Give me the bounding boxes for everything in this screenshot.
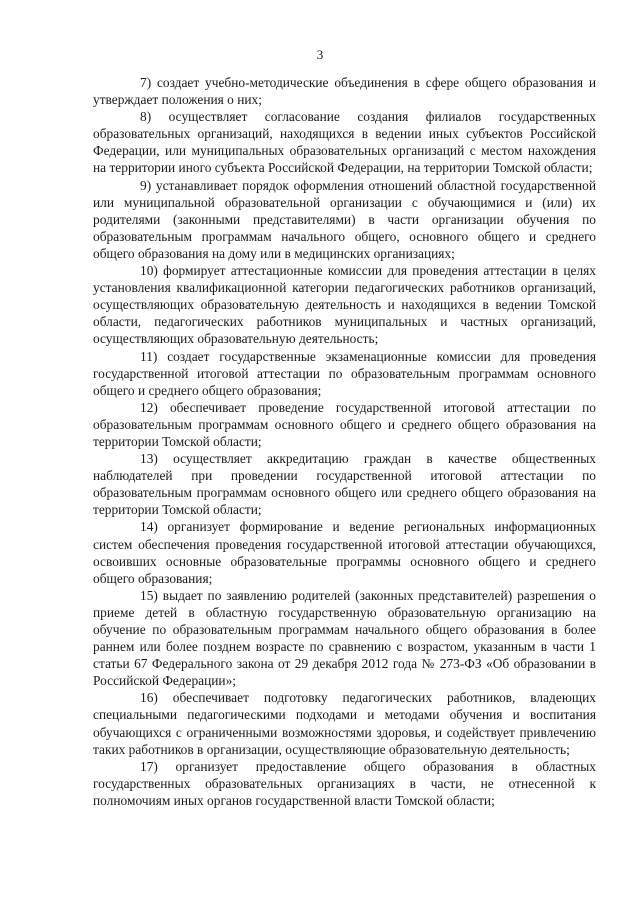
- list-item-16: 16) обеспечивает подготовку педагогических работников, владеющих специальными педагогическими подходами и методами обучения и воспитания обучающихся с ограниченными возможностями здоровья, и содействует привлечению таких работников в организации, осуществляющие образовательную деятельность;: [93, 690, 596, 757]
- list-item-15: 15) выдает по заявлению родителей (законных представителей) разрешения о приеме детей в областную государственную образовательную организацию на обучение по образовательным программам начального общего образования в более раннем или более позднем возрасте по сравнению с возрастом, указанным в части 1 статьи 67 Федерального закона от 29 декабря 2012 года № 273-ФЗ «Об образовании в Российской Федерации»;: [93, 587, 596, 689]
- document-body: [93, 74, 596, 809]
- list-item-8: 8) осуществляет согласование создания филиалов государственных образовательных организаций, находящихся в ведении иных субъектов Российской Федерации, или муниципальных образовательных организаций с местом нахождения на территории иного субъекта Российской Федерации, на территории Томской области;: [93, 109, 596, 176]
- list-item-9: 9) устанавливает порядок оформления отношений областной государственной или муниципальной образовательной организации с обучающимися и (или) их родителями (законными представителями) в части организации обучения по образовательным программам начального общего, основного общего и среднего общего образования на дому или в медицинских организациях;: [93, 177, 596, 261]
- list-item-10: 10) формирует аттестационные комиссии для проведения аттестации в целях установления квалификационной категории педагогических работников организаций, осуществляющих образовательную деятельность и находящихся в ведении Томской области, педагогических работников муниципальных и частных организаций, осуществляющих образовательную деятельность;: [93, 263, 596, 347]
- page-number: 3: [316, 47, 324, 62]
- list-item-17: 17) организует предоставление общего образования в областных государственных образовательных организациях в части, не отнесенной к полномочиям иных органов государственной власти Томской области;: [93, 758, 596, 808]
- list-item-11: 11) создает государственные экзаменационные комиссии для проведения государственной итоговой аттестации по образовательным программам основного общего и среднего общего образования;: [93, 348, 596, 398]
- list-item-7: 7) создает учебно-методические объединения в сфере общего образования и утверждает положения о них;: [93, 75, 596, 108]
- list-item-13: 13) осуществляет аккредитацию граждан в качестве общественных наблюдателей при проведении государственной итоговой аттестации по образовательным программам основного общего или среднего общего образования на территории Томской области;: [93, 451, 596, 518]
- list-item-14: 14) организует формирование и ведение региональных информационных систем обеспечения проведения государственной итоговой аттестации обучающихся, освоивших основные образовательные программы основного общего и среднего общего образования;: [93, 519, 596, 586]
- list-item-12: 12) обеспечивает проведение государственной итоговой аттестации по образовательным программам основного общего и среднего общего образования на территории Томской области;: [93, 399, 596, 449]
